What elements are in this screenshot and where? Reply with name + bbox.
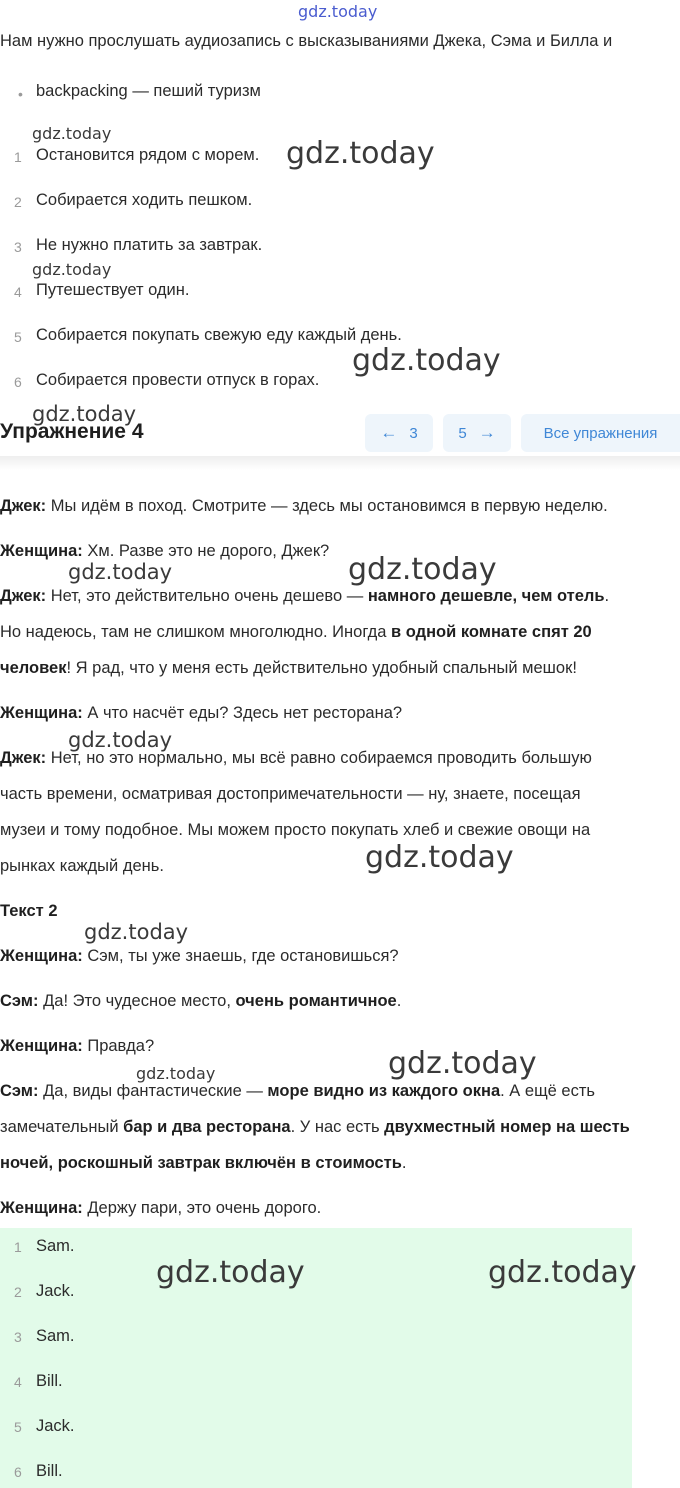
dialog-line — [0, 650, 577, 686]
speaker: Сэм: — [0, 992, 39, 1010]
answer-number: 6 — [14, 1464, 22, 1480]
dialog-line — [0, 983, 401, 1019]
dialog-line — [0, 1190, 321, 1226]
line-text: Держу пари, это очень дорого. — [82, 1199, 322, 1217]
next-exercise-label: 5 — [458, 424, 467, 442]
dialog-line — [0, 695, 402, 731]
speaker: Женщина: — [0, 1037, 83, 1055]
speaker: Джек: — [0, 587, 47, 605]
dialog-line — [0, 1109, 630, 1145]
answer-text: Jack. — [36, 1282, 75, 1300]
exercise-title: Упражнение 4 — [0, 420, 144, 443]
line-text: . — [396, 992, 402, 1010]
watermark: gdz.today — [84, 920, 189, 944]
watermark: gdz.today — [136, 1064, 216, 1083]
dialog-line — [0, 776, 581, 812]
speaker: Женщина: — [0, 542, 83, 560]
dialog-line — [0, 488, 608, 524]
line-text: Да, виды фантастические — — [38, 1082, 268, 1100]
highlight: бар и два ресторана — [123, 1118, 291, 1136]
watermark: gdz.today — [286, 136, 435, 171]
line-text: Да! Это чудесное место, — [38, 992, 236, 1010]
highlight: очень романтичное — [235, 992, 397, 1010]
watermark: gdz.today — [352, 343, 501, 378]
highlight: двухместный номер на шесть — [384, 1118, 630, 1136]
speaker: Джек: — [0, 497, 47, 515]
line-text: часть времени, осматривая достопримечательности — ну, знаете, посещая — [0, 785, 581, 803]
watermark: gdz.today — [298, 2, 378, 21]
watermark: gdz.today — [32, 260, 112, 279]
line-text: Нет, но это нормально, мы всё равно собираемся проводить большую — [46, 749, 592, 767]
line-text: А что насчёт еды? Здесь нет ресторана? — [82, 704, 403, 722]
arrow-left-icon: ← — [380, 423, 398, 442]
highlight: в одной комнате спят 20 — [391, 623, 592, 641]
answer-text: Bill. — [36, 1372, 63, 1390]
prev-exercise-label: 3 — [409, 424, 418, 442]
answer-number: 1 — [14, 1239, 22, 1255]
watermark: gdz.today — [365, 840, 514, 875]
line-text: ! Я рад, что у меня есть действительно удобный спальный мешок! — [66, 659, 577, 677]
arrow-right-icon: → — [478, 423, 496, 442]
dialog-line — [0, 1028, 154, 1064]
statement-number: 2 — [14, 194, 22, 210]
line-text: Хм. Разве это не дорого, Джек? — [82, 542, 330, 560]
answer-number: 5 — [14, 1419, 22, 1435]
statement-number: 4 — [14, 284, 22, 300]
watermark: gdz.today — [68, 728, 173, 752]
text2-label — [0, 893, 58, 929]
statement-text: Остановится рядом с морем. — [36, 146, 260, 164]
watermark: gdz.today — [68, 560, 173, 584]
header-shadow — [0, 456, 680, 470]
line-text: Сэм, ты уже знаешь, где остановишься? — [82, 947, 399, 965]
watermark: gdz.today — [156, 1255, 305, 1290]
line-text: Правда? — [82, 1037, 155, 1055]
watermark: gdz.today — [348, 552, 497, 587]
vocab-term: backpacking — [36, 82, 128, 100]
line-text: Но надеюсь, там не слишком многолюдно. Иногда — [0, 623, 391, 641]
answer-text: Jack. — [36, 1417, 75, 1435]
line-text: музеи и тому подобное. Мы можем просто покупать хлеб и свежие овощи на — [0, 821, 591, 839]
statement-number: 3 — [14, 239, 22, 255]
speaker: Сэм: — [0, 1082, 39, 1100]
bullet-dot: • — [18, 86, 23, 102]
dialog-line — [0, 938, 399, 974]
highlight: намного дешевле, чем отель — [367, 587, 605, 605]
watermark: gdz.today — [388, 1046, 537, 1081]
statement-text: Собирается ходить пешком. — [36, 191, 253, 209]
answer-text: Bill. — [36, 1462, 63, 1480]
prev-exercise-button[interactable] — [365, 414, 433, 452]
dialog-line — [0, 1145, 406, 1181]
line-text: рынках каждый день. — [0, 857, 164, 875]
line-text: замечательный — [0, 1118, 124, 1136]
dialog-line — [0, 614, 592, 650]
vocab-dash: — — [127, 82, 154, 100]
statement-number: 6 — [14, 374, 22, 390]
watermark: gdz.today — [32, 124, 112, 143]
vocab-item — [36, 82, 261, 101]
statement-text: Собирается провести отпуск в горах. — [36, 371, 320, 389]
dialog-line — [0, 848, 164, 884]
all-exercises-button[interactable]: Все упражнения — [521, 414, 680, 452]
section-label: Текст 2 — [0, 902, 58, 920]
highlight: море видно из каждого окна — [267, 1082, 501, 1100]
statement-text: Собирается покупать свежую еду каждый день. — [36, 326, 402, 344]
speaker: Женщина: — [0, 947, 83, 965]
answer-text: Sam. — [36, 1237, 75, 1255]
statement-number: 5 — [14, 329, 22, 345]
vocab-meaning: пеший туризм — [153, 82, 261, 100]
highlight: ночей, роскошный завтрак включён в стоимость — [0, 1154, 402, 1172]
statement-number: 1 — [14, 149, 22, 165]
statement-text: Не нужно платить за завтрак. — [36, 236, 263, 254]
answer-number: 2 — [14, 1284, 22, 1300]
line-text: . А ещё есть — [500, 1082, 595, 1100]
watermark: gdz.today — [32, 402, 137, 426]
line-text: . У нас есть — [290, 1118, 385, 1136]
highlight: человек — [0, 659, 67, 677]
line-text: . — [401, 1154, 407, 1172]
answer-number: 3 — [14, 1329, 22, 1345]
answer-number: 4 — [14, 1374, 22, 1390]
speaker: Женщина: — [0, 704, 83, 722]
answer-text: Sam. — [36, 1327, 75, 1345]
next-exercise-button[interactable] — [443, 414, 511, 452]
line-text: Мы идём в поход. Смотрите — здесь мы остановимся в первую неделю. — [46, 497, 608, 515]
speaker: Джек: — [0, 749, 47, 767]
line-text: . — [604, 587, 610, 605]
intro-text: Нам нужно прослушать аудиозапись с высказываниями Джека, Сэма и Билла и — [0, 32, 613, 50]
speaker: Женщина: — [0, 1199, 83, 1217]
statement-text: Путешествует один. — [36, 281, 190, 299]
line-text: Нет, это действительно очень дешево — — [46, 587, 368, 605]
watermark: gdz.today — [488, 1255, 637, 1290]
